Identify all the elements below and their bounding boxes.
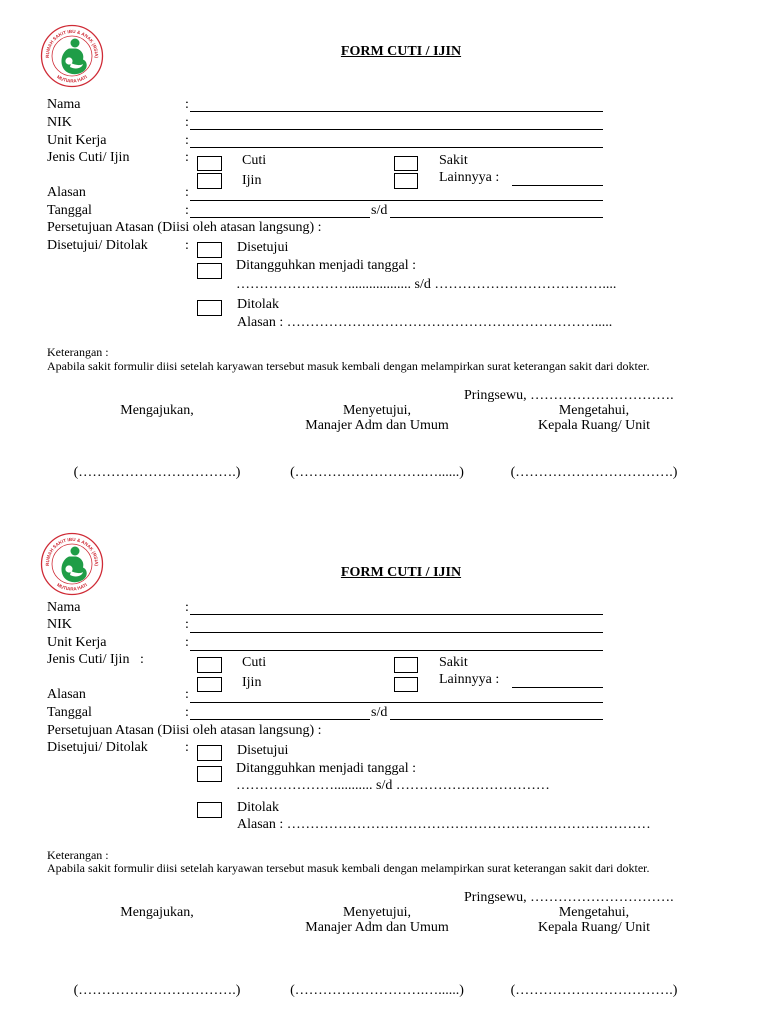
signature-role-acknowledger: Mengetahui, (558, 905, 630, 920)
form-title: FORM CUTI / IJIN (340, 44, 462, 59)
tanggal-start-input-line[interactable] (190, 217, 370, 218)
ditangguhkan-label: Ditangguhkan menjadi tanggal : (236, 761, 417, 776)
ijin-checkbox[interactable] (197, 173, 222, 189)
note-text: Apabila sakit formulir diisi setelah karyawan tersebut masuk kembali dengan melampirkan surat keterangan sakit dari dokter. (47, 359, 650, 373)
leave-form (0, 502, 768, 1014)
ditangguhkan-checkbox[interactable] (197, 263, 222, 279)
nama-input-line[interactable] (190, 111, 603, 112)
lainnya-label: Lainnyya : (439, 672, 500, 687)
ditolak-checkbox[interactable] (197, 300, 222, 316)
logo-mother-head (71, 39, 80, 48)
ijin-checkbox[interactable] (197, 677, 222, 692)
sakit-checkbox[interactable] (394, 156, 418, 171)
signature-blank-approver: (……………………….…......) (290, 983, 464, 998)
tanggal-separator: s/d (371, 705, 388, 720)
hospital-logo (38, 532, 106, 596)
colon: : (185, 705, 189, 720)
colon: : (185, 238, 189, 253)
disetujui-label: Disetujui (237, 240, 289, 255)
approval-heading: Persetujuan Atasan (Diisi oleh atasan langsung) : (47, 723, 322, 738)
signature-blank-acknowledger: (…………………………….) (510, 465, 678, 480)
label-tanggal: Tanggal (47, 203, 92, 218)
ijin-label: Ijin (242, 173, 262, 188)
signature-blank-applicant: (…………………………….) (73, 983, 241, 998)
nik-input-line[interactable] (190, 632, 603, 633)
note-label: Keterangan : (47, 345, 109, 359)
alasan-input-line[interactable] (190, 200, 603, 201)
logo-ring-text-top: RUMAH SAKIT IBU & ANAK (RSIA) (44, 28, 100, 59)
logo-mother-head (71, 547, 80, 556)
unit-kerja-input-line[interactable] (190, 650, 603, 651)
signature-position-acknowledger: Kepala Ruang/ Unit (538, 920, 650, 935)
label-nama: Nama (47, 600, 81, 615)
colon: : (185, 203, 189, 218)
note-text: Apabila sakit formulir diisi setelah karyawan tersebut masuk kembali dengan melampirkan surat keterangan sakit dari dokter. (47, 861, 650, 875)
tanggal-end-input-line[interactable] (390, 217, 603, 218)
signature-role-acknowledger: Mengetahui, (558, 403, 630, 418)
nama-input-line[interactable] (190, 614, 603, 615)
colon: : (185, 133, 189, 148)
signature-position-approver: Manajer Adm dan Umum (305, 418, 449, 433)
signature-role-applicant: Mengajukan, (120, 905, 194, 920)
label-nik: NIK (47, 115, 72, 130)
label-tanggal: Tanggal (47, 705, 92, 720)
signature-role-applicant: Mengajukan, (120, 403, 194, 418)
nik-input-line[interactable] (190, 129, 603, 130)
ditolak-label: Ditolak (237, 800, 279, 815)
signature-position-approver: Manajer Adm dan Umum (305, 920, 449, 935)
signature-role-approver: Menyetujui, (342, 905, 412, 920)
colon: : (185, 740, 189, 755)
ditangguhkan-date-range: …………………….................. s/d ……………………………….... (236, 277, 617, 292)
ijin-label: Ijin (242, 675, 262, 690)
cuti-label: Cuti (242, 655, 267, 670)
ditolak-reason: Alasan : …………………………………………………………..... (237, 315, 613, 330)
label-nik: NIK (47, 617, 72, 632)
hospital-logo (38, 24, 106, 88)
ditolak-checkbox[interactable] (197, 802, 222, 818)
logo-ring-text-bottom: MUTIARA HATI (56, 74, 88, 84)
tanggal-separator: s/d (371, 203, 388, 218)
form-title: FORM CUTI / IJIN (340, 565, 462, 580)
label-jenis-cuti-ijin: Jenis Cuti/ Ijin (47, 652, 130, 667)
disetujui-checkbox[interactable] (197, 745, 222, 761)
place-date: Pringsewu, …………………………. (464, 388, 674, 403)
lainnya-label: Lainnyya : (439, 170, 500, 185)
note-label: Keterangan : (47, 848, 109, 862)
sakit-checkbox[interactable] (394, 657, 418, 673)
signature-blank-approver: (……………………….…......) (290, 465, 464, 480)
label-unit-kerja: Unit Kerja (47, 133, 107, 148)
colon: : (185, 687, 189, 702)
ditangguhkan-checkbox[interactable] (197, 766, 222, 782)
tanggal-end-input-line[interactable] (390, 719, 603, 720)
cuti-label: Cuti (242, 153, 267, 168)
disetujui-label: Disetujui (237, 743, 289, 758)
colon: : (140, 652, 144, 667)
signature-position-acknowledger: Kepala Ruang/ Unit (538, 418, 650, 433)
lainnya-checkbox[interactable] (394, 677, 418, 692)
colon: : (185, 115, 189, 130)
approval-label: Disetujui/ Ditolak (47, 740, 148, 755)
logo-ring-text-bottom: MUTIARA HATI (56, 582, 88, 592)
label-alasan: Alasan (47, 185, 86, 200)
ditolak-label: Ditolak (237, 297, 279, 312)
disetujui-checkbox[interactable] (197, 242, 222, 258)
label-nama: Nama (47, 97, 81, 112)
label-unit-kerja: Unit Kerja (47, 635, 107, 650)
ditangguhkan-date-range: …………………........... s/d …………………………… (236, 778, 550, 793)
tanggal-start-input-line[interactable] (190, 719, 370, 720)
colon: : (185, 600, 189, 615)
place-date: Pringsewu, …………………………. (464, 890, 674, 905)
colon: : (185, 185, 189, 200)
colon: : (185, 97, 189, 112)
label-jenis-cuti-ijin: Jenis Cuti/ Ijin (47, 150, 130, 165)
approval-heading: Persetujuan Atasan (Diisi oleh atasan langsung) : (47, 220, 322, 235)
ditangguhkan-label: Ditangguhkan menjadi tanggal : (236, 258, 417, 273)
signature-role-approver: Menyetujui, (342, 403, 412, 418)
colon: : (185, 635, 189, 650)
lainnya-input-line[interactable] (512, 687, 603, 688)
signature-blank-applicant: (…………………………….) (73, 465, 241, 480)
colon: : (185, 150, 189, 165)
ditolak-reason: Alasan : …………………………………………………………………… (237, 817, 651, 832)
approval-label: Disetujui/ Ditolak (47, 238, 148, 253)
lainnya-input-line[interactable] (512, 185, 603, 186)
unit-kerja-input-line[interactable] (190, 147, 603, 148)
sakit-label: Sakit (439, 153, 468, 168)
label-alasan: Alasan (47, 687, 86, 702)
lainnya-checkbox[interactable] (394, 173, 418, 189)
logo-ring-text-top: RUMAH SAKIT IBU & ANAK (RSIA) (44, 536, 100, 567)
colon: : (185, 617, 189, 632)
alasan-input-line[interactable] (190, 702, 603, 703)
cuti-checkbox[interactable] (197, 156, 222, 171)
signature-blank-acknowledger: (…………………………….) (510, 983, 678, 998)
cuti-checkbox[interactable] (197, 657, 222, 673)
sakit-label: Sakit (439, 655, 468, 670)
